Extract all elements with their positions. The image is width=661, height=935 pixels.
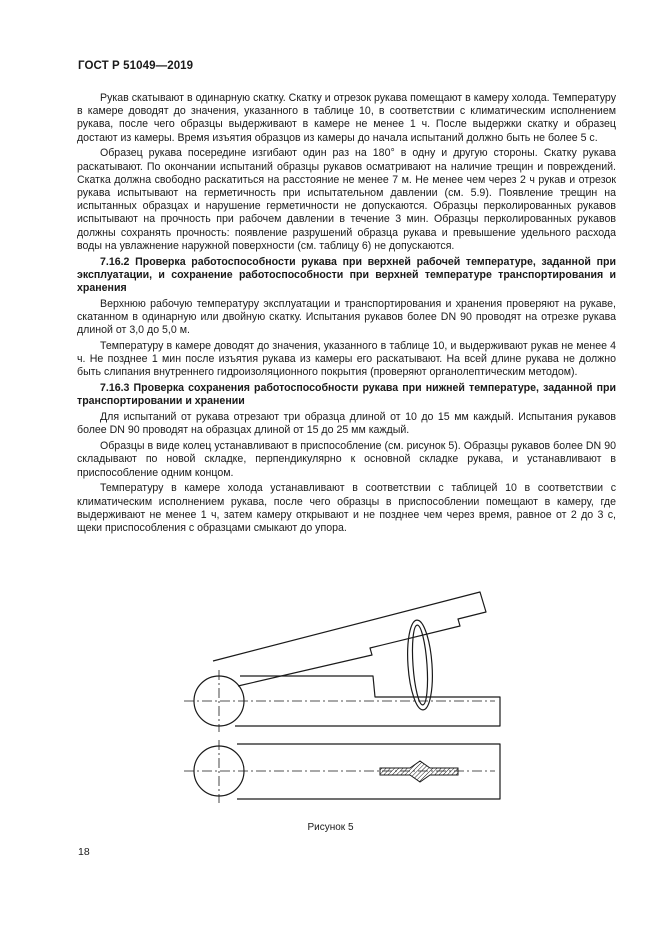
section-heading: 7.16.2 Проверка работоспособности рукава при верхней рабочей температуре, заданной при эксплуатации, и сохранение работоспособности при верхней температуре транспортирования и хранения — [77, 255, 616, 295]
section-heading: 7.16.3 Проверка сохранения работоспособности рукава при нижней температуре, заданной при транспортировании и хранении — [77, 382, 616, 408]
standard-header: ГОСТ Р 51049—2019 — [78, 60, 194, 72]
figure-fixture-drawing — [176, 588, 516, 803]
folded-specimen — [380, 761, 458, 782]
paragraph: Для испытаний от рукава отрезают три образца длиной от 10 до 15 мм каждый. Испытания рукавов более DN 90 проводят на образцах длиной от 15 до 25 мм каждый. — [77, 411, 616, 437]
paragraph: Образцы в виде колец устанавливают в приспособление (см. рисунок 5). Образцы рукавов более DN 90 складывают по новой складке, перпендикулярно к основной складке рукава, и устанавливают в приспособление одним концом. — [77, 440, 616, 479]
body-text — [77, 92, 616, 538]
page-number: 18 — [78, 846, 90, 858]
paragraph: Образец рукава посередине изгибают один раз на 180° в одну и другую стороны. Скатку рукава раскатывают. По окончании испытаний образцы рукавов осматривают на наличие трещин и повреждений. Скатка должна свободно раскатиться на расстояние не менее 7 м. Не менее чем через 2 ч рукав и отрезок рукава испытывают на герметичность при испытательном давлении (см. 5.9). Появление трещин на испытанных образцах и нарушение герметичности не допускаются. Образцы перколированных рукавов испытывают на прочность при рабочем давлении в течение 3 мин. Образцы перколированных рукавов должны сохранять прочность: появление разрушений образца рукава и превышение удельного расхода воды на увлажнение наружной поверхности (см. таблицу 6) не допускаются. — [77, 147, 616, 252]
paragraph: Рукав скатывают в одинарную скатку. Скатку и отрезок рукава помещают в камеру холода. Температуру в камере доводят до значения, указанного в таблице 10, в соответствии с климатическим исполнением рукава, после чего образцы выдерживают в камере не менее 1 ч. После выдержки скатку и образец достают из камеры. Время изъятия образцов из камеры до начала испытаний должно быть не более 5 с. — [77, 92, 616, 144]
figure-caption: Рисунок 5 — [307, 822, 354, 833]
paragraph: Температуру в камере доводят до значения, указанного в таблице 10, и выдерживают рукав не менее 4 ч. Не позднее 1 мин после изъятия рукава из камеры его раскатывают. На всей длине рукава не должно быть слипания внутреннего гидроизоляционного покрытия (проверяют органолептическим методом). — [77, 340, 616, 379]
paragraph: Верхнюю рабочую температуру эксплуатации и транспортирования и хранения проверяют на рукаве, скатанном в одинарную или двойную скатку. Испытания рукавов более DN 90 проводят на отрезке рукава длиной от 3,0 до 5,0 м. — [77, 297, 616, 337]
fixture-plate-outline — [237, 744, 500, 799]
upper-jaw-outline — [213, 592, 486, 686]
paragraph: Температуру в камере холода устанавливают в соответствии с таблицей 10 в соответствии с климатическим исполнением рукава, после чего образцы в приспособлении помещают в камеру, где выдерживают не менее 1 ч, затем камеру открывают и не позднее чем через время, равное от 2 до 3 с, щеки приспособления с образцами смыкают до упора. — [77, 482, 616, 535]
ring-specimen-inner — [410, 625, 430, 706]
